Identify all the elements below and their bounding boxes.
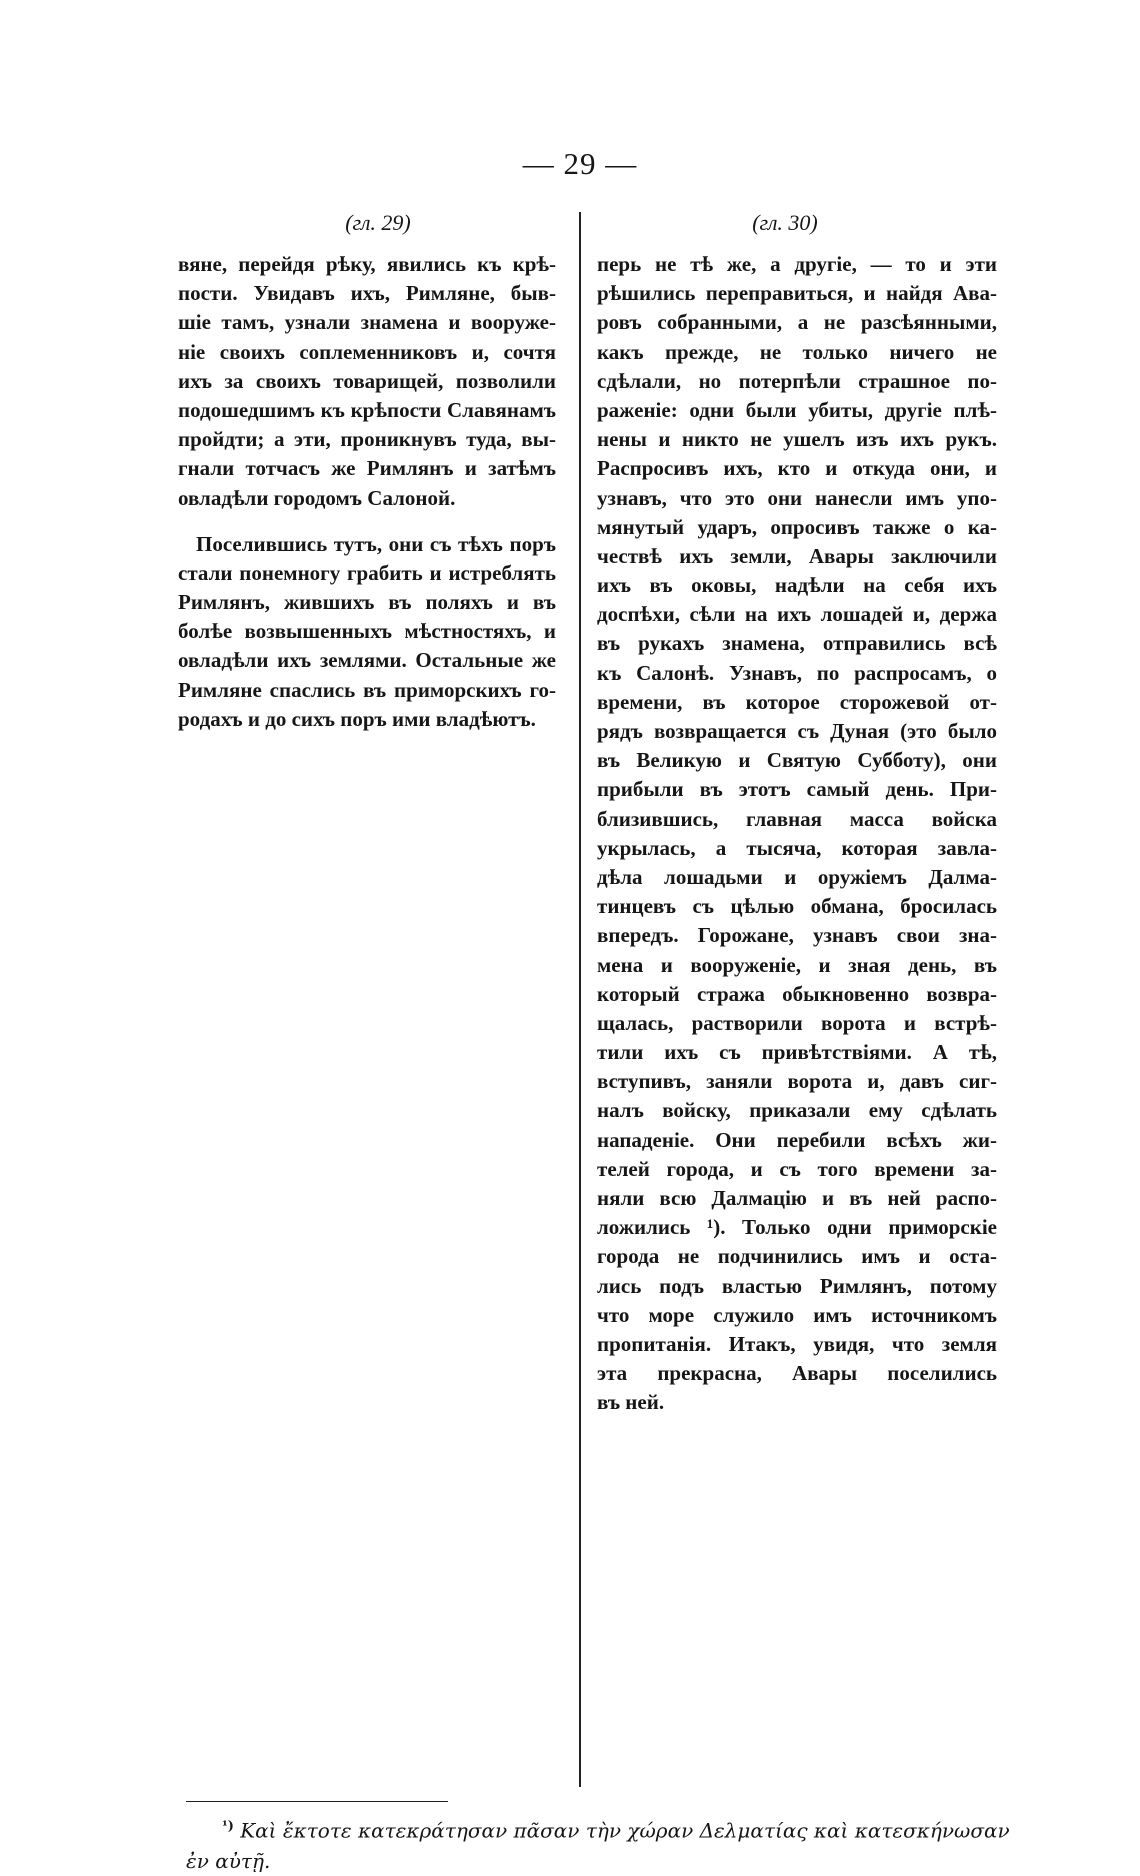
- text-line: въ Великую и Святую Субботу), они: [597, 748, 997, 773]
- text-line: ихъ въ оковы, надѣли на себя ихъ: [597, 573, 997, 598]
- right-column-heading: (гл. 30): [752, 210, 818, 235]
- text-line: рѣшились переправиться, и найдя Ава-: [597, 281, 997, 306]
- text-line: близившись, главная масса войска: [597, 806, 997, 831]
- text-line: тили ихъ съ привѣтствіями. А тѣ,: [597, 1040, 997, 1065]
- footnote-marker: ¹): [222, 1819, 234, 1834]
- text-line: Поселившись тутъ, они съ тѣхъ поръ: [196, 531, 556, 556]
- text-line: овладѣли ихъ землями. Остальные же: [178, 648, 556, 673]
- text-line: перь не тѣ же, а другіе, — то и эти: [597, 252, 997, 276]
- text-line: пости. Увидавъ ихъ, Римляне, быв-: [178, 281, 556, 306]
- text-line: телей города, и съ того времени за-: [597, 1156, 997, 1181]
- text-line: что море служило имъ источникомъ: [597, 1302, 997, 1327]
- text-line: налъ войску, приказали ему сдѣлать: [597, 1098, 997, 1123]
- text-line: прибыли въ этотъ самый день. При-: [597, 777, 997, 802]
- text-line: сдѣлали, но потерпѣли страшное по-: [597, 368, 997, 393]
- text-line: ихъ за своихъ товарищей, позволили: [178, 368, 556, 393]
- footnote-line-2: ἐν αὐτῇ.: [186, 1848, 271, 1873]
- footnote-rule: [186, 1801, 448, 1802]
- text-line: рядъ возвращается съ Дуная (это было: [597, 719, 997, 743]
- text-line: какъ прежде, не только ничего не: [597, 339, 997, 364]
- footnote-line-1: [186, 1812, 1010, 1846]
- left-column-heading: (гл. 29): [345, 210, 411, 235]
- text-line: города не подчинились имъ и оста-: [597, 1244, 997, 1269]
- text-line: узнавъ, что это они нанесли имъ упо-: [597, 485, 997, 510]
- text-line: няли всю Далмацію и въ ней распо-: [597, 1186, 997, 1210]
- text-line: тинцевъ съ цѣлью обмана, бросилась: [597, 894, 997, 919]
- text-line: въ рукахъ знамена, отправились всѣ: [597, 631, 997, 656]
- text-line: нены и никто не ушелъ изъ ихъ рукъ.: [597, 427, 997, 452]
- right-column-text: [597, 250, 997, 1418]
- paragraph-gap: [178, 513, 556, 530]
- text-line: ровъ собранными, а не разсѣянными,: [597, 310, 997, 335]
- text-line: родахъ и до сихъ поръ ими владѣютъ.: [178, 706, 536, 731]
- text-line: Распросивъ ихъ, кто и откуда они, и: [597, 456, 997, 481]
- text-line: времени, въ которое сторожевой от-: [597, 689, 997, 714]
- text-line: впередъ. Горожане, узнавъ свои зна-: [597, 923, 997, 948]
- text-line: подошедшимъ къ крѣпости Славянамъ: [178, 397, 556, 422]
- text-line: щалась, растворили ворота и встрѣ-: [597, 1010, 997, 1035]
- text-line: вяне, перейдя рѣку, явились къ крѣ-: [178, 252, 556, 276]
- text-line: шіе тамъ, узнали знамена и вооруже-: [178, 310, 556, 335]
- text-line: эта прекрасна, Авары поселились: [597, 1361, 997, 1386]
- column-divider: [579, 212, 581, 1787]
- left-paragraph-2: [178, 530, 556, 734]
- text-line: ніе своихъ соплеменниковъ и, сочтя: [178, 339, 556, 364]
- text-line: мянутый ударъ, опросивъ также о ка-: [597, 514, 997, 539]
- text-line: ложились ¹). Только одни приморскіе: [597, 1215, 997, 1240]
- text-line: доспѣхи, сѣли на ихъ лошадей и, держа: [597, 602, 997, 627]
- text-line: въ ней.: [597, 1390, 665, 1415]
- text-line: нападеніе. Они перебили всѣхъ жи-: [597, 1127, 997, 1152]
- text-line: болѣе возвышенныхъ мѣстностяхъ, и: [178, 619, 556, 644]
- text-line: мена и вооруженіе, и зная день, въ: [597, 952, 997, 977]
- footnote: [186, 1812, 1010, 1876]
- text-line: стали понемногу грабить и истреблять: [178, 560, 556, 585]
- text-line: пропитанія. Итакъ, увидя, что земля: [597, 1331, 997, 1356]
- text-line: Римляне спаслись въ приморскихъ го-: [178, 677, 556, 702]
- left-paragraph-1: [178, 250, 556, 513]
- page-number: — 29 —: [522, 146, 638, 181]
- text-line: раженіе: одни были убиты, другіе плѣ-: [597, 397, 997, 422]
- text-line: укрылась, а тысяча, которая завла-: [597, 835, 997, 860]
- text-line: лись подъ властью Римлянъ, потому: [597, 1273, 997, 1298]
- left-column-text: [178, 250, 556, 734]
- text-line: который стража обыкновенно возвра-: [597, 981, 997, 1006]
- text-line: овладѣли городомъ Салоной.: [178, 485, 456, 510]
- text-line: вступивъ, заняли ворота и, давъ сиг-: [597, 1069, 997, 1094]
- text-line: чествѣ ихъ земли, Авары заключили: [597, 543, 997, 568]
- text-line: Римлянъ, жившихъ въ поляхъ и въ: [178, 590, 556, 615]
- text-line: гнали тотчасъ же Римлянъ и затѣмъ: [178, 456, 556, 481]
- text-line: къ Салонѣ. Узнавъ, по распросамъ, о: [597, 660, 997, 685]
- text-line: пройдти; а эти, проникнувъ туда, вы-: [178, 427, 556, 452]
- footnote-text-1: Καὶ ἔκτοτε κατεκράτησαν πᾶσαν τὴν χώραν Δελματίας καὶ κατεσκήνωσαν: [240, 1818, 1010, 1843]
- text-line: дѣла лошадьми и оружіемъ Далма-: [597, 864, 997, 889]
